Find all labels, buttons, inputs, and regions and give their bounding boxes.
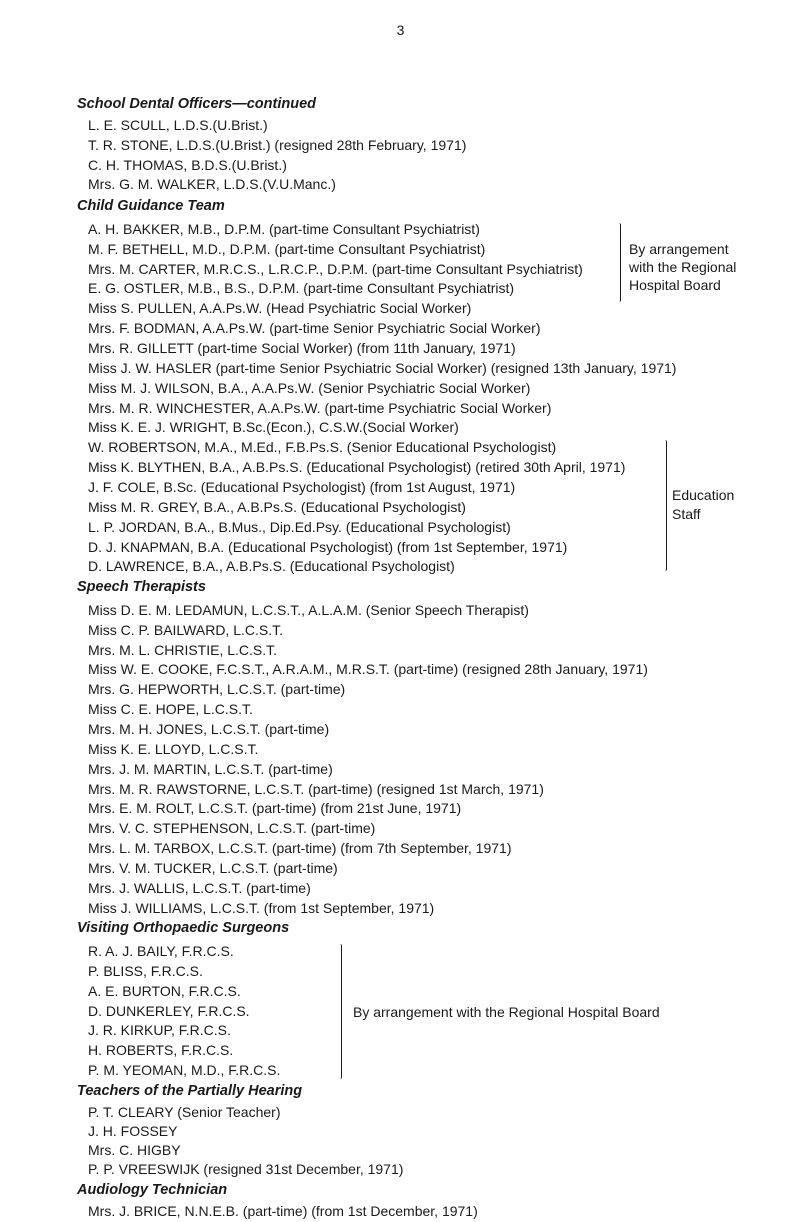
list-item: L. P. JORDAN, B.A., B.Mus., Dip.Ed.Psy. (Educational Psychologist) (88, 518, 511, 535)
list-item: J. F. COLE, B.Sc. (Educational Psychologist) (from 1st August, 1971) (88, 478, 516, 495)
list-item: P. BLISS, F.R.C.S. (88, 962, 203, 979)
list-item: C. H. THOMAS, B.D.S.(U.Brist.) (88, 156, 287, 173)
list-item: Mrs. C. HIGBY (88, 1141, 181, 1158)
list-item: Mrs. V. C. STEPHENSON, L.C.S.T. (part-time) (88, 820, 376, 837)
section-heading-audiology: Audiology Technician (77, 1182, 228, 1199)
list-item: Mrs. J. BRICE, N.N.E.B. (part-time) (from 1st December, 1971) (88, 1203, 478, 1219)
note-orthopaedic: By arrangement with the Regional Hospital Board (353, 1003, 660, 1020)
list-item: J. R. KIRKUP, F.R.C.S. (88, 1022, 231, 1039)
list-item: Mrs. M. H. JONES, L.C.S.T. (part-time) (88, 720, 330, 737)
list-item: Mrs. R. GILLETT (part-time Social Worker) (from 11th January, 1971) (88, 339, 516, 356)
list-item: Miss C. E. HOPE, L.C.S.T. (88, 701, 253, 717)
list-item: E. G. OSTLER, M.B., B.S., D.P.M. (part-time Consultant Psychiatrist) (88, 280, 515, 297)
list-item: D. LAWRENCE, B.A., A.B.Ps.S. (Educational Psychologist) (88, 558, 455, 575)
note-regional-line-1: By arrangement (629, 240, 729, 257)
list-item: Mrs. M. L. CHRISTIE, L.C.S.T. (88, 641, 278, 658)
list-item: D. DUNKERLEY, F.R.C.S. (88, 1002, 250, 1019)
list-item: Miss D. E. M. LEDAMUN, L.C.S.T., A.L.A.M. (Senior Speech Therapist) (88, 601, 529, 618)
list-item: Miss K. E. LLOYD, L.C.S.T. (88, 740, 259, 757)
list-item: A. H. BAKKER, M.B., D.P.M. (part-time Consultant Psychiatrist) (88, 220, 480, 237)
note-education-line-1: Education (672, 487, 735, 504)
section-heading-child-guidance: Child Guidance Team (77, 198, 225, 215)
list-item: Mrs. G. HEPWORTH, L.C.S.T. (part-time) (88, 681, 346, 698)
list-item: Miss W. E. COOKE, F.C.S.T., A.R.A.M., M.R.S.T. (part-time) (resigned 28th January, 1971) (88, 661, 648, 678)
section-heading-speech: Speech Therapists (77, 579, 206, 595)
list-item: J. H. FOSSEY (88, 1122, 178, 1139)
bracket-orthopaedic (338, 944, 342, 1079)
list-item: Miss K. BLYTHEN, B.A., A.B.Ps.S. (Educational Psychologist) (retired 30th April, 1971) (88, 459, 626, 475)
list-item: P. T. CLEARY (Senior Teacher) (88, 1103, 281, 1120)
list-item: Miss J. WILLIAMS, L.C.S.T. (from 1st September, 1971) (88, 899, 435, 916)
bracket-education (663, 440, 667, 571)
list-item: T. R. STONE, L.D.S.(U.Brist.) (resigned 28th February, 1971) (88, 136, 467, 153)
list-item: Mrs. M. CARTER, M.R.C.S., L.R.C.P., D.P.M. (part-time Consultant Psychiatrist) (88, 260, 583, 277)
list-item: Miss C. P. BAILWARD, L.C.S.T. (88, 621, 284, 638)
list-item: Mrs. J. WALLIS, L.C.S.T. (part-time) (88, 879, 311, 896)
list-item: Miss S. PULLEN, A.A.Ps.W. (Head Psychiatric Social Worker) (88, 300, 472, 317)
section-heading-orthopaedic: Visiting Orthopaedic Surgeons (77, 920, 290, 937)
section-heading-school-dental: School Dental Officers—continued (77, 96, 317, 112)
list-item: Miss M. J. WILSON, B.A., A.A.Ps.W. (Senior Psychiatric Social Worker) (88, 379, 531, 396)
list-item: Mrs. J. M. MARTIN, L.C.S.T. (part-time) (88, 760, 333, 777)
bracket-regional (617, 223, 621, 302)
list-item: P. M. YEOMAN, M.D., F.R.C.S. (88, 1062, 281, 1079)
page-number: 3 (396, 22, 405, 38)
list-item: W. ROBERTSON, M.A., M.Ed., F.B.Ps.S. (Senior Educational Psychologist) (88, 439, 557, 456)
list-item: Mrs. E. M. ROLT, L.C.S.T. (part-time) (from 21st June, 1971) (88, 800, 462, 817)
list-item: H. ROBERTS, F.R.C.S. (88, 1042, 234, 1059)
section-heading-partially-hearing: Teachers of the Partially Hearing (77, 1082, 303, 1099)
note-regional-line-2: with the Regional (629, 258, 737, 275)
list-item: Mrs. V. M. TUCKER, L.C.S.T. (part-time) (88, 859, 338, 876)
list-item: Miss M. R. GREY, B.A., A.B.Ps.S. (Educational Psychologist) (88, 498, 466, 515)
list-item: M. F. BETHELL, M.D., D.P.M. (part-time Consultant Psychiatrist) (88, 240, 486, 257)
list-item: Mrs. M. R. WINCHESTER, A.A.Ps.W. (part-time Psychiatric Social Worker) (88, 399, 552, 416)
list-item: Miss J. W. HASLER (part-time Senior Psychiatric Social Worker) (resigned 13th January, 1971) (88, 359, 677, 376)
list-item: R. A. J. BAILY, F.R.C.S. (88, 943, 234, 959)
list-item: L. E. SCULL, L.D.S.(U.Brist.) (88, 116, 268, 133)
note-education-line-2: Staff (672, 506, 701, 523)
list-item: D. J. KNAPMAN, B.A. (Educational Psychologist) (from 1st September, 1971) (88, 538, 568, 555)
list-item: Mrs. G. M. WALKER, L.D.S.(V.U.Manc.) (88, 176, 336, 193)
list-item: A. E. BURTON, F.R.C.S. (88, 982, 241, 999)
note-regional-line-3: Hospital Board (629, 276, 721, 293)
list-item: Mrs. F. BODMAN, A.A.Ps.W. (part-time Senior Psychiatric Social Worker) (88, 320, 541, 337)
list-item: Mrs. M. R. RAWSTORNE, L.C.S.T. (part-time) (resigned 1st March, 1971) (88, 780, 544, 797)
list-item: P. P. VREESWIJK (resigned 31st December, 1971) (88, 1160, 404, 1177)
list-item: Mrs. L. M. TARBOX, L.C.S.T. (part-time) (from 7th September, 1971) (88, 840, 512, 856)
list-item: Miss K. E. J. WRIGHT, B.Sc.(Econ.), C.S.W.(Social Worker) (88, 419, 459, 436)
